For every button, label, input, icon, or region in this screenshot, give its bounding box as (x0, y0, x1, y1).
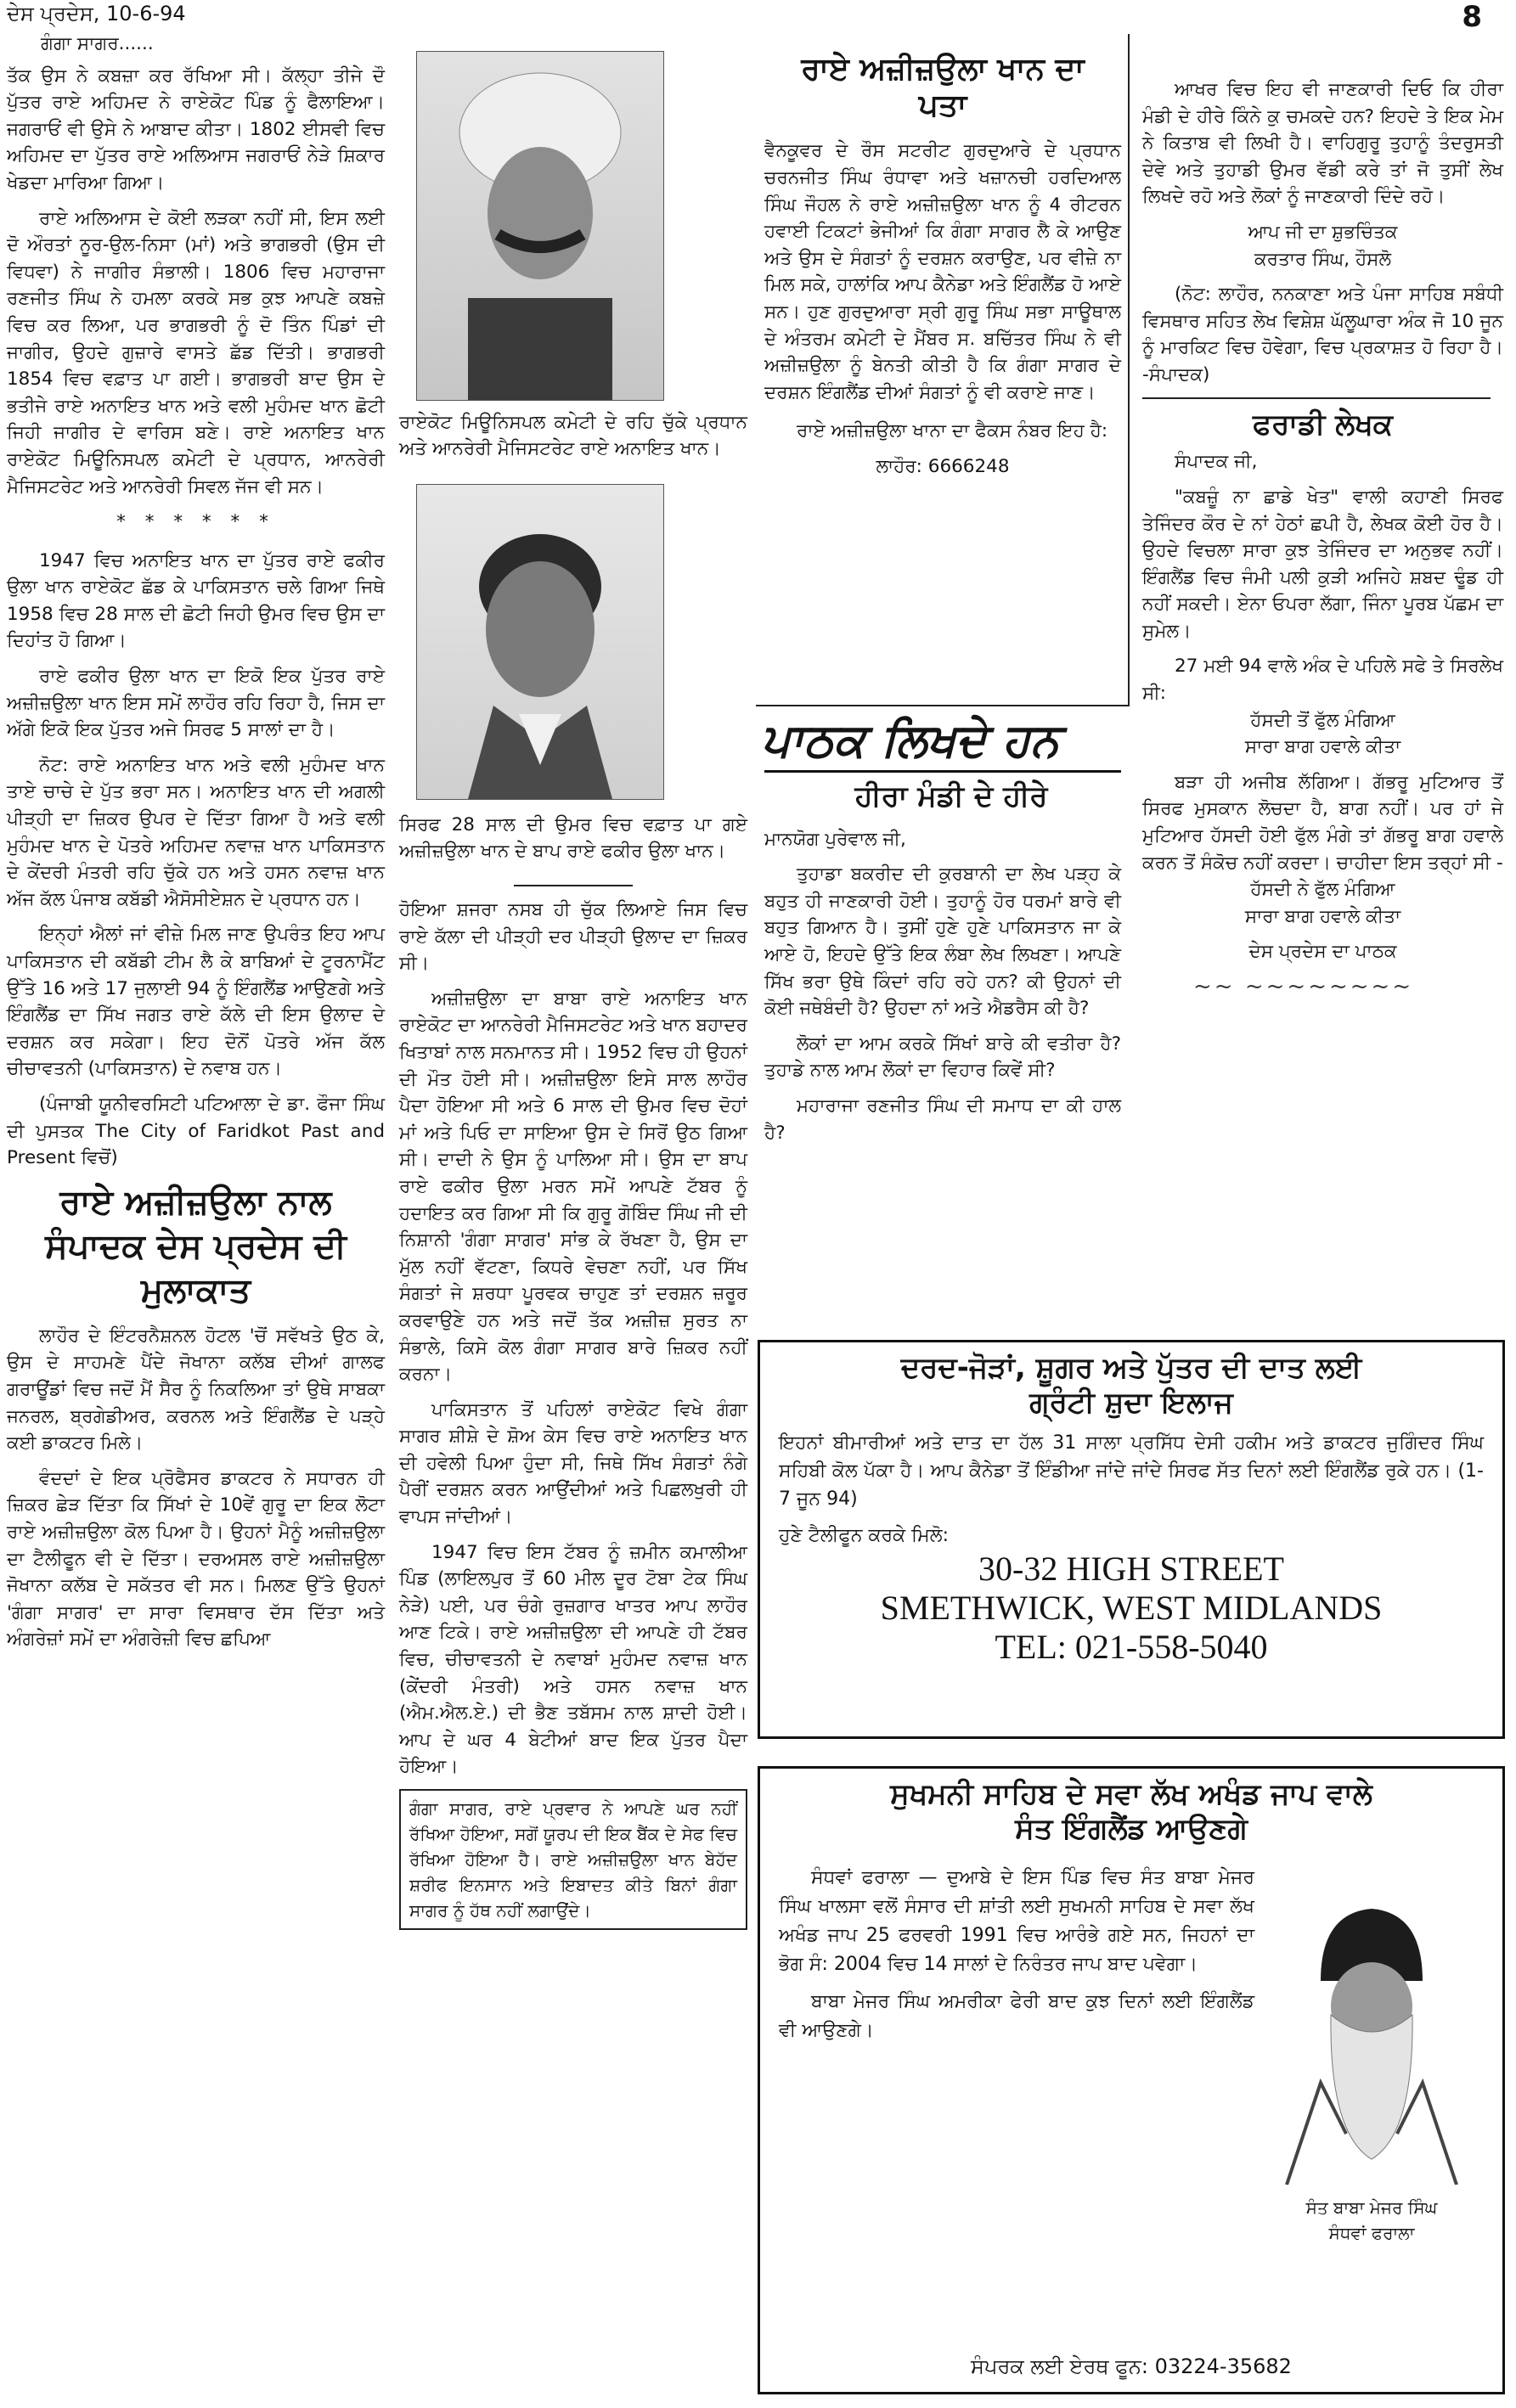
paragraph: ਵੈਨਕੂਵਰ ਦੇ ਰੌਸ ਸਟਰੀਟ ਗੁਰਦੁਆਰੇ ਦੇ ਪ੍ਰਧਾਨ ਚਰਨਜੀਤ ਸਿੰਘ ਰੰਧਾਵਾ ਅਤੇ ਖਜ਼ਾਨਚੀ ਹਰਦਿਆਲ ਸਿੰਘ ਜੌਹਲ ਨੇ ਰਾਏ ਅਜ਼ੀਜ਼ਉਲਾ ਖਾਨ ਨੂੰ 4 ਰੀਟਰਨ ਹਵਾਈ ਟਿਕਟਾਂ ਭੇਜੀਆਂ ਕਿ ਗੰਗਾ ਸਾਗਰ ਲੈ ਕੇ ਆਉਣ ਅਤੇ ਉਸ ਦੇ ਸੰਗਤਾਂ ਨੂੰ ਦਰਸ਼ਨ ਕਰਾਉਣ, ਪਰ ਵੀਜ਼ੇ ਨਾ ਮਿਲ ਸਕੇ, ਹਾਲਾਂਕਿ ਆਪ ਕੈਨੇਡਾ ਅਤੇ ਇੰਗਲੈਂਡ ਹੋ ਆਏ ਸਨ। ਹੁਣ ਗੁਰਦੁਆਰਾ ਸ੍ਰੀ ਗੁਰੂ ਸਿੰਘ ਸਭਾ ਸਾਊਥਾਲ ਦੇ ਅੰਤਰਮ ਕਮੇਟੀ ਦੇ ਮੈਂਬਰ ਸ. ਬਚਿੱਤਰ ਸਿੰਘ ਨੇ ਵੀ ਅਜ਼ੀਜ਼ਉਲਾ ਨੂੰ ਬੇਨਤੀ ਕੀਤੀ ਹੈ ਕਿ ਗੰਗਾ ਸਾਗਰ ਦੇ ਦਰਸ਼ਨ ਇੰਗਲੈਂਡ ਦੀਆਂ ਸੰਗਤਾਂ ਨੂੰ ਵੀ ਕਰਾਏ ਜਾਣ। (764, 140, 1121, 403)
paragraph: ਪਾਕਿਸਤਾਨ ਤੋਂ ਪਹਿਲਾਂ ਰਾਏਕੋਟ ਵਿਖੇ ਗੰਗਾ ਸਾਗਰ ਸ਼ੀਸ਼ੇ ਦੇ ਸ਼ੋਅ ਕੇਸ ਵਿਚ ਰਾਏ ਅਨਾਇਤ ਖਾਨ ਦੀ ਹਵੇਲੀ ਪਿਆ ਹੁੰਦਾ ਸੀ, ਜਿਥੇ ਸਿੱਖ ਸੰਗਤਾਂ ਨੰਗੇ ਪੈਰੀਂ ਦਰਸ਼ਨ ਕਰਨ ਆਉਂਦੀਆਂ ਅਤੇ ਪਿਛਲਖੁਰੀ ਹੀ ਵਾਪਸ ਜਾਂਦੀਆਂ। (399, 1398, 747, 1528)
paragraph: ਹੋਇਆ ਸ਼ਜਰਾ ਨਸਬ ਹੀ ਚੁੱਕ ਲਿਆਏ ਜਿਸ ਵਿਚ ਰਾਏ ਕੱਲਾ ਦੀ ਪੀੜ੍ਹੀ ਦਰ ਪੀੜ੍ਹੀ ਉਲਾਦ ਦਾ ਜ਼ਿਕਰ ਸੀ। (399, 899, 747, 975)
fax-intro: ਰਾਏ ਅਜ਼ੀਜ਼ਉਲਾ ਖਾਨਾ ਦਾ ਫੈਕਸ ਨੰਬਰ ਇਹ ਹੈ: (797, 420, 1108, 442)
ad-contact: ਸੰਪਰਕ ਲਈ ਏਰਥ ਫੂਨ: 03224-35682 (971, 2355, 1292, 2378)
editor-note: (ਨੋਟ: ਲਾਹੌਰ, ਨਨਕਾਣਾ ਅਤੇ ਪੰਜਾ ਸਾਹਿਬ ਸਬੰਧੀ ਵਿਸਥਾਰ ਸਹਿਤ ਲੇਖ ਵਿਸ਼ੇਸ਼ ਘੱਲੂਘਾਰਾ ਅੰਕ ਜੋ 10 ਜੂਨ ਨੂੰ ਮਾਰਕਿਟ ਵਿਚ ਹੋਵੇਗਾ, ਵਿਚ ਪ੍ਰਕਾਸ਼ਤ ਹੋ ਰਿਹਾ ਹੈ। -ਸੰਪਾਦਕ) (1142, 284, 1503, 385)
ad-contact-intro: ਹੁਣੇ ਟੈਲੀਫੂਨ ਕਰਕੇ ਮਿਲੋ: (779, 1524, 950, 1546)
ad-sukhmani (758, 1766, 1505, 2394)
handwritten-signature: ~~ ~~~~~~~~ (1193, 974, 1414, 1000)
section-divider: * * * * * * (116, 511, 275, 533)
note-box-text: ਗੰਗਾ ਸਾਗਰ, ਰਾਏ ਪ੍ਰਵਾਰ ਨੇ ਆਪਣੇ ਘਰ ਨਹੀਂ ਰੱਖਿਆ ਹੋਇਆ, ਸਗੋਂ ਯੂਰਪ ਦੀ ਇਕ ਬੈਂਕ ਦੇ ਸੇਫ ਵਿਚ ਰੱਖਿਆ ਹੋਇਆ ਹੈ। ਰਾਏ ਅਜ਼ੀਜ਼ਉਲਾ ਖਾਨ ਬੇਹੱਦ ਸ਼ਰੀਫ ਇਨਸਾਨ ਅਤੇ ਇਬਾਦਤ ਕੀਤੇ ਬਿਨਾਂ ਗੰਗਾ ਸਾਗਰ ਨੂੰ ਹੱਥ ਨਹੀਂ ਲਗਾਉਂਦੇ। (409, 1798, 737, 1921)
salutation: ਸੰਪਾਦਕ ਜੀ, (1175, 451, 1258, 473)
paragraph: ਰਾਏ ਅਲਿਆਸ ਦੇ ਕੋਈ ਲੜਕਾ ਨਹੀਂ ਸੀ, ਇਸ ਲਈ ਦੋ ਔਰਤਾਂ ਨੂਰ-ਉਲ-ਨਿਸਾ (ਮਾਂ) ਅਤੇ ਭਾਗਭਰੀ (ਉਸ ਦੀ ਵਿਧਵਾ) ਨੇ ਜਾਗੀਰ ਸੰਭਾਲੀ। 1806 ਵਿਚ ਮਹਾਰਾਜਾ ਰਣਜੀਤ ਸਿੰਘ ਨੇ ਹਮਲਾ ਕਰਕੇ ਸਭ ਕੁਝ ਆਪਣੇ ਕਬਜ਼ੇ ਵਿਚ ਕਰ ਲਿਆ, ਪਰ ਭਾਗਭਰੀ ਨੂੰ ਦੋ ਤਿੰਨ ਪਿੰਡਾਂ ਦੀ ਜਾਗੀਰ, ਉਹਦੇ ਗੁਜ਼ਾਰੇ ਵਾਸਤੇ ਛੱਡ ਦਿੱਤੀ। ਭਾਗਭਰੀ 1854 ਵਿਚ ਵਫ਼ਾਤ ਪਾ ਗਈ। ਭਾਗਭਰੀ ਬਾਦ ਉਸ ਦੇ ਭਤੀਜੇ ਰਾਏ ਅਨਾਇਤ ਖਾਨ ਅਤੇ ਵਲੀ ਮੁਹੰਮਦ ਖਾਨ ਛੋਟੀ ਜਿਹੀ ਜਾਗੀਰ ਦੇ ਵਾਰਿਸ ਬਣੇ। ਰਾਏ ਅਨਾਇਤ ਖਾਨ ਰਾਏਕੋਟ ਮਿਊਨਿਸਪਲ ਕਮੇਟੀ ਦੇ ਪ੍ਰਧਾਨ, ਆਨਰੇਰੀ ਮੈਜਿਸਟਰੇਟ ਅਤੇ ਆਨਰੇਰੀ ਸਿਵਲ ਜੱਜ ਵੀ ਸਨ। (7, 207, 385, 498)
issue-label: ਦੇਸ ਪ੍ਰਦੇਸ, 10-6-94 (7, 2, 186, 25)
ad-address-line: SMETHWICK, WEST MIDLANDS (880, 1588, 1383, 1627)
column-1 (7, 31, 385, 1662)
column-2 (399, 51, 747, 1930)
paragraph: ਤੱਕ ਉਸ ਨੇ ਕਬਜ਼ਾ ਕਰ ਰੱਖਿਆ ਸੀ। ਕੱਲ੍ਹਾ ਤੀਜੇ ਦੌ ਪੁੱਤਰ ਰਾਏ ਅਹਿਮਦ ਨੇ ਰਾਏਕੋਟ ਪਿੰਡ ਨੂੰ ਫੈਲਾਇਆ। ਜਗਰਾਓਂ ਵੀ ਉਸੇ ਨੇ ਆਬਾਦ ਕੀਤਾ। 1802 ਈਸਵੀ ਵਿਚ ਅਹਿਮਦ ਦਾ ਪੁੱਤਰ ਰਾਏ ਅਲਿਆਸ ਜਗਰਾਓਂ ਨੇੜੇ ਸ਼ਿਕਾਰ ਖੇਡਦਾ ਮਾਰਿਆ ਗਿਆ। (7, 65, 385, 194)
portrait-photo-sant (1270, 1879, 1474, 2185)
divider (1142, 397, 1491, 399)
ad-body: ਇਹਨਾਂ ਬੀਮਾਰੀਆਂ ਅਤੇ ਦਾਤ ਦਾ ਹੱਲ 31 ਸਾਲਾ ਪ੍ਰਸਿੱਧ ਦੇਸੀ ਹਕੀਮ ਅਤੇ ਡਾਕਟਰ ਜੁਗਿੰਦਰ ਸਿੰਘ ਸਹਿਬੀ ਕੋਲ ਪੱਕਾ ਹੈ। ਆਪ ਕੈਨੇਡਾ ਤੋਂ ਇੰਡੀਆ ਜਾਂਦੇ ਜਾਂਦੇ ਸਿਰਫ ਸੱਤ ਦਿਨਾਂ ਲਈ ਇੰਗਲੈਂਡ ਰੁਕੇ ਹਨ। (1-7 ਜੂਨ 94) (779, 1432, 1484, 1510)
paragraph: ਤੁਹਾਡਾ ਬਕਰੀਦ ਦੀ ਕੁਰਬਾਨੀ ਦਾ ਲੇਖ ਪੜ੍ਹ ਕੇ ਬਹੁਤ ਹੀ ਜਾਣਕਾਰੀ ਹੋਈ। ਤੁਹਾਨੂੰ ਹੋਰ ਧਰਮਾਂ ਬਾਰੇ ਵੀ ਬਹੁਤ ਗਿਆਨ ਹੈ। ਤੁਸੀਂ ਹੁਣੇ ਹੁਣੇ ਪਾਕਿਸਤਾਨ ਜਾ ਕੇ ਆਏ ਹੋ, ਇਹਦੇ ਉੱਤੇ ਇਕ ਲੰਬਾ ਲੇਖ ਲਿਖਣਾ। ਆਪਣੇ ਸਿੱਖ ਭਰਾ ਉਥੇ ਕਿੰਦਾਂ ਰਹਿ ਰਹੇ ਹਨ? ਕੀ ਉਹਨਾਂ ਦੀ ਕੋਈ ਜਥੇਬੰਦੀ ਹੈ? ਉਹਦਾ ਨਾਂ ਅਤੇ ਐਡਰੈਸ ਕੀ ਹੈ? (764, 864, 1121, 1020)
paragraph: 27 ਮਈ 94 ਵਾਲੇ ਅੰਕ ਦੇ ਪਹਿਲੇ ਸਫੇ ਤੇ ਸਿਰਲੇਖ ਸੀ: (1142, 655, 1503, 705)
portrait-photo-anait-khan (416, 51, 664, 401)
verse-line: ਸਾਰਾ ਬਾਗ ਹਵਾਲੇ ਕੀਤਾ (1244, 736, 1401, 758)
verse-line: ਸਾਰਾ ਬਾਗ ਹਵਾਲੇ ਕੀਤਾ (1244, 905, 1401, 927)
paragraph: ਨੋਟ: ਰਾਏ ਅਨਾਇਤ ਖਾਨ ਅਤੇ ਵਲੀ ਮੁਹੰਮਦ ਖਾਨ ਤਾਏ ਚਾਚੇ ਦੇ ਪੁੱਤ ਭਰਾ ਸਨ। ਅਨਾਇਤ ਖਾਨ ਦੀ ਅਗਲੀ ਪੀੜ੍ਹੀ ਦਾ ਜ਼ਿਕਰ ਉਪਰ ਦੇ ਦਿੱਤਾ ਗਿਆ ਹੈ ਅਤੇ ਵਲੀ ਮੁਹੰਮਦ ਖਾਨ ਦੇ ਪੋਤਰੇ ਅਹਿਮਦ ਨਵਾਜ਼ ਖਾਨ ਪਾਕਿਸਤਾਨ ਦੇ ਕੇਂਦਰੀ ਮੰਤਰੀ ਰਹਿ ਚੁੱਕੇ ਹਨ ਅਤੇ ਹਸਨ ਨਵਾਜ਼ ਖਾਨ ਅੱਜ ਕੱਲ ਪੰਜਾਬ ਕਬੱਡੀ ਐਸੋਸੀਏਸ਼ਨ ਦੇ ਪ੍ਰਧਾਨ ਹਨ। (7, 754, 385, 910)
interview-headline: ਰਾਏ ਅਜ਼ੀਜ਼ਉਲਾ ਨਾਲ ਸੰਪਾਦਕ ਦੇਸ ਪ੍ਰਦੇਸ ਦੀ ਮੁਲਾਕਾਤ (45, 1182, 347, 1310)
note-box (399, 1789, 747, 1930)
column-4 (1142, 76, 1503, 1001)
paragraph: "ਕਬਜ਼ੂੰ ਨਾ ਛਾਡੇ ਖੇਤ" ਵਾਲੀ ਕਹਾਣੀ ਸਿਰਫ ਤੇਜਿੰਦਰ ਕੌਰ ਦੇ ਨਾਂ ਹੇਠਾਂ ਛਪੀ ਹੈ, ਲੇਖਕ ਕੋਈ ਹੋਰ ਹੈ। ਉਹਦੇ ਵਿਚਲਾ ਸਾਰਾ ਕੁਝ ਤੇਜਿੰਦਰ ਦਾ ਅਨੁਭਵ ਨਹੀਂ। ਇੰਗਲੈਂਡ ਵਿਚ ਜੰਮੀ ਪਲੀ ਕੁੜੀ ਅਜਿਹੇ ਸ਼ਬਦ ਢੂੰਡ ਹੀ ਨਹੀਂ ਸਕਦੀ। ਏਨਾ ਓਪਰਾ ਲੱਗਾ, ਜਿੰਨਾ ਪੂਰਬ ਪੱਛਮ ਦਾ ਸੁਮੇਲ। (1142, 486, 1503, 642)
continued-label: ਗੰਗਾ ਸਾਗਰ...... (41, 33, 154, 54)
signoff-name: ਕਰਤਾਰ ਸਿੰਘ, ਹੌਸਲੋ (1254, 248, 1392, 270)
letters-section (756, 713, 1147, 1155)
article-headline: ਫਰਾਡੀ ਲੇਖਕ (1253, 407, 1393, 442)
ad-hakim (758, 1340, 1505, 1739)
paragraph: ਲਾਹੌਰ ਦੇ ਇੰਟਰਨੈਸ਼ਨਲ ਹੋਟਲ 'ਚੋਂ ਸਵੱਖਤੇ ਉਠ ਕੇ, ਉਸ ਦੇ ਸਾਹਮਣੇ ਪੈਂਦੇ ਜੋਖਾਨਾ ਕਲੱਬ ਦੀਆਂ ਗਾਲਫ ਗਰਾਊਂਡਾਂ ਵਿਚ ਜਦੋਂ ਮੈਂ ਸੈਰ ਨੂੰ ਨਿਕਲਿਆ ਤਾਂ ਉਥੇ ਸਾਬਕਾ ਜਨਰਲ, ਬ੍ਰਗੇਡੀਅਰ, ਕਰਨਲ ਅਤੇ ਇੰਗਲੈਂਡ ਦੇ ਪੜ੍ਹੇ ਕਈ ਡਾਕਟਰ ਮਿਲੇ। (7, 1325, 385, 1454)
ad-headline: ਗ੍ਰੰਟੀ ਸ਼ੁਦਾ ਇਲਾਜ (1029, 1385, 1233, 1420)
salutation: ਮਾਨਯੋਗ ਪੁਰੇਵਾਲ ਜੀ, (764, 828, 906, 850)
ad-telephone: TEL: 021-558-5040 (995, 1627, 1268, 1666)
source-note: (ਪੰਜਾਬੀ ਯੂਨੀਵਰਸਿਟੀ ਪਟਿਆਲਾ ਦੇ ਡਾ. ਫੌਜਾ ਸਿੰਘ ਦੀ ਪੁਸਤਕ The City of Faridkot Past and Present ਵਿਚੋਂ) (7, 1093, 385, 1169)
ad-headline: ਸੁਖਮਨੀ ਸਾਹਿਬ ਦੇ ਸਵਾ ਲੱਖ ਅਖੰਡ ਜਾਪ ਵਾਲੇ (890, 1777, 1372, 1811)
ad-headline: ਦਰਦ-ਜੋੜਾਂ, ਸ਼ੂਗਰ ਅਤੇ ਪੁੱਤਰ ਦੀ ਦਾਤ ਲਈ (900, 1351, 1362, 1385)
paragraph: ਇਨ੍ਹਾਂ ਐਲਾਂ ਜਾਂ ਵੀਜ਼ੇ ਮਿਲ ਜਾਣ ਉਪਰੰਤ ਇਹ ਆਪ ਪਾਕਿਸਤਾਨ ਦੀ ਕਬੱਡੀ ਟੀਮ ਲੈ ਕੇ ਬਾਬਿਆਂ ਦੇ ਟੂਰਨਾਮੈਂਟ ਉੱਤੇ 16 ਅਤੇ 17 ਜੁਲਾਈ 94 ਨੂੰ ਇੰਗਲੈਂਡ ਆਉਣਗੇ ਅਤੇ ਇੰਗਲੈਂਡ ਦਾ ਸਿੱਖ ਜਗਤ ਰਾਏ ਕੱਲੇ ਦੀ ਇਸ ਉਲਾਦ ਦੇ ਦਰਸ਼ਨ ਕਰ ਸਕੇਗਾ। ਇਹ ਦੋਨੋਂ ਪੋਤਰੇ ਅੱਜ ਕੱਲ ਚੀਚਾਵਤਨੀ (ਪਾਕਿਸਤਾਨ) ਦੇ ਨਵਾਬ ਹਨ। (7, 924, 385, 1080)
paragraph: ਬੜਾ ਹੀ ਅਜੀਬ ਲੱਗਿਆ। ਗੱਭਰੂ ਮੁਟਿਆਰ ਤੋਂ ਸਿਰਫ ਮੁਸਕਾਨ ਲੋਚਦਾ ਹੈ, ਬਾਗ ਨਹੀਂ। ਪਰ ਹਾਂ ਜੇ ਮੁਟਿਆਰ ਹੱਸਦੀ ਹੋਈ ਫੁੱਲ ਮੰਗੇ ਤਾਂ ਗੱਭਰੂ ਬਾਗ ਹਵਾਲੇ ਕਰਨ ਤੋਂ ਸੰਕੋਚ ਨਹੀਂ ਕਰਦਾ। ਚਾਹੀਦਾ ਇਸ ਤਰ੍ਹਾਂ ਸੀ - (1142, 771, 1503, 874)
divider (514, 885, 633, 886)
paragraph: ਲੋਕਾਂ ਦਾ ਆਮ ਕਰਕੇ ਸਿੱਖਾਂ ਬਾਰੇ ਕੀ ਵਤੀਰਾ ਹੈ? ਤੁਹਾਡੇ ਨਾਲ ਆਮ ਲੋਕਾਂ ਦਾ ਵਿਹਾਰ ਕਿਵੇਂ ਸੀ? (764, 1032, 1121, 1082)
letter-headline: ਹੀਰਾ ਮੰਡੀ ਦੇ ਹੀਰੇ (854, 779, 1048, 813)
article-headline: ਰਾਏ ਅਜ਼ੀਜ਼ਉਲਾ ਖਾਨ ਦਾ ਪਤਾ (801, 52, 1085, 124)
paragraph: ਆਖਰ ਵਿਚ ਇਹ ਵੀ ਜਾਣਕਾਰੀ ਦਿਓ ਕਿ ਹੀਰਾ ਮੰਡੀ ਦੇ ਹੀਰੇ ਕਿੰਨੇ ਕੁ ਚਮਕਦੇ ਹਨ? ਇਹਦੇ ਤੇ ਇਕ ਮੇਮ ਨੇ ਕਿਤਾਬ ਵੀ ਲਿਖੀ ਹੈ। ਵਾਹਿਗੁਰੂ ਤੁਹਾਨੂੰ ਤੰਦਰੁਸਤੀ ਦੇਵੇ ਅਤੇ ਤੁਹਾਡੀ ਉਮਰ ਵੱਡੀ ਕਰੇ ਤਾਂ ਜੋ ਤੁਸੀਂ ਲੇਖ ਲਿਖਦੇ ਰਹੋ ਅਤੇ ਲੋਕਾਂ ਨੂੰ ਜਾਣਕਾਰੀ ਦਿੰਦੇ ਰਹੋ। (1142, 79, 1503, 208)
signoff: ਆਪ ਜੀ ਦਾ ਸ਼ੁਭਚਿੰਤਕ (1248, 221, 1398, 243)
paragraph: ਅਜ਼ੀਜ਼ਉਲਾ ਦਾ ਬਾਬਾ ਰਾਏ ਅਨਾਇਤ ਖਾਨ ਰਾਏਕੋਟ ਦਾ ਆਨਰੇਰੀ ਮੈਜਿਸਟਰੇਟ ਅਤੇ ਖਾਨ ਬਹਾਦਰ ਖਿਤਾਬਾਂ ਨਾਲ ਸਨਮਾਨਤ ਸੀ। 1952 ਵਿਚ ਹੀ ਉਹਨਾਂ ਦੀ ਮੌਤ ਹੋਈ ਸੀ। ਅਜ਼ੀਜ਼ਉਲਾ ਇਸੇ ਸਾਲ ਲਾਹੌਰ ਪੈਦਾ ਹੋਇਆ ਸੀ ਅਤੇ 6 ਸਾਲ ਦੀ ਉਮਰ ਵਿਚ ਦੋਹਾਂ ਮਾਂ ਅਤੇ ਪਿਓ ਦਾ ਸਾਇਆ ਉਸ ਦੇ ਸਿਰੋਂ ਉਠ ਗਿਆ ਸੀ। ਦਾਦੀ ਨੇ ਉਸ ਨੂੰ ਪਾਲਿਆ ਸੀ। ਉਸ ਦਾ ਬਾਪ ਰਾਏ ਫਕੀਰ ਉਲਾ ਮਰਨ ਸਮੇਂ ਆਪਣੇ ਟੱਬਰ ਨੂੰ ਹਦਾਇਤ ਕਰ ਗਿਆ ਸੀ ਕਿ ਗੁਰੂ ਗੋਬਿੰਦ ਸਿੰਘ ਜੀ ਦੀ ਨਿਸ਼ਾਨੀ 'ਗੰਗਾ ਸਾਗਰ' ਸਾਂਭ ਕੇ ਰੱਖਣਾ ਹੈ, ਉਸ ਦਾ ਮੁੱਲ ਨਹੀਂ ਵੱਟਣਾ, ਕਿਧਰੇ ਵੇਚਣਾ ਨਹੀਂ, ਪਰ ਸਿੱਖ ਸੰਗਤਾਂ ਜੇ ਸ਼ਰਧਾ ਪੂਰਵਕ ਚਾਹੁਣ ਤਾਂ ਦਰਸ਼ਨ ਜ਼ਰੂਰ ਕਰਵਾਉਣੇ ਹਨ ਅਤੇ ਜਦੋਂ ਤੱਕ ਅਜ਼ੀਜ਼ ਸੁਰਤ ਨਾ ਸੰਭਾਲੇ, ਕਿਸੇ ਕੋਲ ਗੰਗਾ ਸਾਗਰ ਬਾਰੇ ਜ਼ਿਕਰ ਨਹੀਂ ਕਰਨਾ। (399, 987, 747, 1386)
column-3 (764, 51, 1121, 489)
column-rule (1128, 34, 1130, 705)
letters-logo: ਪਾਠਕ ਲਿਖਦੇ ਹਨ (761, 713, 1059, 767)
section-rule (756, 705, 1130, 706)
logo-underline (764, 770, 1121, 773)
ad-address-line: 30-32 HIGH STREET (978, 1549, 1284, 1588)
paragraph: ਵੰਦਦਾਂ ਦੇ ਇਕ ਪ੍ਰੋਫੈਸਰ ਡਾਕਟਰ ਨੇ ਸਧਾਰਨ ਹੀ ਜ਼ਿਕਰ ਛੇੜ ਦਿੱਤਾ ਕਿ ਸਿੱਖਾਂ ਦੇ 10ਵੇਂ ਗੁਰੂ ਦਾ ਇਕ ਲੋਟਾ ਰਾਏ ਅਜ਼ੀਜ਼ਉਲਾ ਕੋਲ ਪਿਆ ਹੈ। ਉਹਨਾਂ ਮੈਨੂੰ ਅਜ਼ੀਜ਼ਉਲਾ ਦਾ ਟੈਲੀਫੂਨ ਵੀ ਦੇ ਦਿੱਤਾ। ਦਰਅਸਲ ਰਾਏ ਅਜ਼ੀਜ਼ਉਲਾ ਜੋਖਾਨਾ ਕਲੱਬ ਦੇ ਸਕੱਤਰ ਵੀ ਸਨ। ਮਿਲਣ ਉੱਤੇ ਉਹਨਾਂ 'ਗੰਗਾ ਸਾਗਰ' ਦਾ ਸਾਰਾ ਵਿਸਥਾਰ ਦੱਸ ਦਿੱਤਾ ਅਤੇ ਅੰਗਰੇਜ਼ਾਂ ਸਮੇਂ ਦਾ ਅੰਗਰੇਜ਼ੀ ਵਿਚ ਛਪਿਆ (7, 1467, 385, 1651)
ad-body: ਬਾਬਾ ਮੇਜਰ ਸਿੰਘ ਅਮਰੀਕਾ ਫੇਰੀ ਬਾਦ ਕੁਝ ਦਿਨਾਂ ਲਈ ਇੰਗਲੈਂਡ ਵੀ ਆਉਣਗੇ। (779, 1990, 1254, 2041)
paragraph: 1947 ਵਿਚ ਇਸ ਟੱਬਰ ਨੂੰ ਜ਼ਮੀਨ ਕਮਾਲੀਆ ਪਿੰਡ (ਲਾਇਲਪੁਰ ਤੋਂ 60 ਮੀਲ ਦੂਰ ਟੋਬਾ ਟੇਕ ਸਿੰਘ ਨੇੜੇ) ਪਈ, ਪਰ ਚੰਗੇ ਰੁਜ਼ਗਾਰ ਖਾਤਰ ਆਪ ਲਾਹੌਰ ਆਣ ਟਿਕੇ। ਰਾਏ ਅਜ਼ੀਜ਼ਉਲਾ ਦੀ ਆਪਣੇ ਹੀ ਟੱਬਰ ਵਿਚ, ਚੀਚਾਵਤਨੀ ਦੇ ਨਵਾਬਾਂ ਮੁਹੰਮਦ ਨਵਾਜ਼ ਖਾਨ (ਕੇਂਦਰੀ ਮੰਤਰੀ) ਅਤੇ ਹਸਨ ਨਵਾਜ਼ ਖਾਨ (ਐਮ.ਐਲ.ਏ.) ਦੀ ਭੈਣ ਤਬੱਸਮ ਨਾਲ ਸ਼ਾਦੀ ਹੋਈ। ਆਪ ਦੇ ਘਰ 4 ਬੇਟੀਆਂ ਬਾਦ ਇਕ ਪੁੱਤਰ ਪੈਦਾ ਹੋਇਆ। (399, 1541, 747, 1778)
photo-caption: ਸੰਤ ਬਾਬਾ ਮੇਜਰ ਸਿੰਘ (1305, 2197, 1438, 2218)
paragraph: ਰਾਏ ਫਕੀਰ ਉਲਾ ਖਾਨ ਦਾ ਇਕੋ ਇਕ ਪੁੱਤਰ ਰਾਏ ਅਜ਼ੀਜ਼ਉਲਾ ਖਾਨ ਇਸ ਸਮੇਂ ਲਾਹੌਰ ਰਹਿ ਰਿਹਾ ਹੈ, ਜਿਸ ਦਾ ਅੱਗੇ ਇਕੋ ਇਕ ਪੁੱਤਰ ਅਜੇ ਸਿਰਫ 5 ਸਾਲਾਂ ਦਾ ਹੈ। (7, 666, 385, 741)
photo-caption: ਰਾਏਕੋਟ ਮਿਊਨਿਸਪਲ ਕਮੇਟੀ ਦੇ ਰਹਿ ਚੁੱਕੇ ਪ੍ਰਧਾਨ ਅਤੇ ਆਨਰੇਰੀ ਮੈਜਿਸਟਰੇਟ ਰਾਏ ਅਨਾਇਤ ਖਾਨ। (399, 412, 747, 459)
photo-caption: ਸਿਰਫ 28 ਸਾਲ ਦੀ ਉਮਰ ਵਿਚ ਵਫ਼ਾਤ ਪਾ ਗਏ ਅਜ਼ੀਜ਼ਉਲਾ ਖਾਨ ਦੇ ਬਾਪ ਰਾਏ ਫਕੀਰ ਉਲਾ ਖਾਨ। (399, 814, 747, 862)
photo-caption: ਸੰਧਵਾਂ ਫਰਾਲਾ (1328, 2223, 1415, 2243)
page-header (0, 0, 1516, 34)
paragraph: 1947 ਵਿਚ ਅਨਾਇਤ ਖਾਨ ਦਾ ਪੁੱਤਰ ਰਾਏ ਫਕੀਰ ਉਲਾ ਖਾਨ ਰਾਏਕੋਟ ਛੱਡ ਕੇ ਪਾਕਿਸਤਾਨ ਚਲੇ ਗਿਆ ਜਿਥੇ 1958 ਵਿਚ 28 ਸਾਲ ਦੀ ਛੋਟੀ ਜਿਹੀ ਉਮਰ ਵਿਚ ਉਸ ਦਾ ਦਿਹਾਂਤ ਹੋ ਗਿਆ। (7, 549, 385, 652)
portrait-photo-faqir-ulla-khan (416, 484, 664, 800)
fax-number: ਲਾਹੌਰ: 6666248 (876, 455, 1010, 477)
verse-line: ਹੱਸਦੀ ਤੋਂ ਫੁੱਲ ਮੰਗਿਆ (1250, 709, 1395, 731)
ad-body: ਸੰਧਵਾਂ ਫਰਾਲਾ — ਦੁਆਬੇ ਦੇ ਇਸ ਪਿੰਡ ਵਿਚ ਸੰਤ ਬਾਬਾ ਮੇਜਰ ਸਿੰਘ ਖਾਲਸਾ ਵਲੋਂ ਸੰਸਾਰ ਦੀ ਸ਼ਾਂਤੀ ਲਈ ਸੁਖਮਨੀ ਸਾਹਿਬ ਦੇ ਸਵਾ ਲੱਖ ਅਖੰਡ ਜਾਪ 25 ਫਰਵਰੀ 1991 ਵਿਚ ਆਰੰਭੇ ਗਏ ਸਨ, ਜਿਹਨਾਂ ਦਾ ਭੋਗ ਸੰ: 2004 ਵਿਚ 14 ਸਾਲਾਂ ਦੇ ਨਿਰੰਤਰ ਜਾਪ ਬਾਦ ਪਵੇਗਾ। (779, 1866, 1254, 1975)
page-number: 8 (1462, 0, 1482, 34)
ad-headline: ਸੰਤ ਇੰਗਲੈਂਡ ਆਉਣਗੇ (1015, 1811, 1248, 1846)
signoff: ਦੇਸ ਪ੍ਰਦੇਸ ਦਾ ਪਾਠਕ (1248, 941, 1397, 963)
paragraph: ਮਹਾਰਾਜਾ ਰਣਜੀਤ ਸਿੰਘ ਦੀ ਸਮਾਧ ਦਾ ਕੀ ਹਾਲ ਹੈ? (764, 1094, 1121, 1144)
verse-line: ਹੱਸਦੀ ਨੇ ਫੁੱਲ ਮੰਗਿਆ (1250, 879, 1395, 901)
